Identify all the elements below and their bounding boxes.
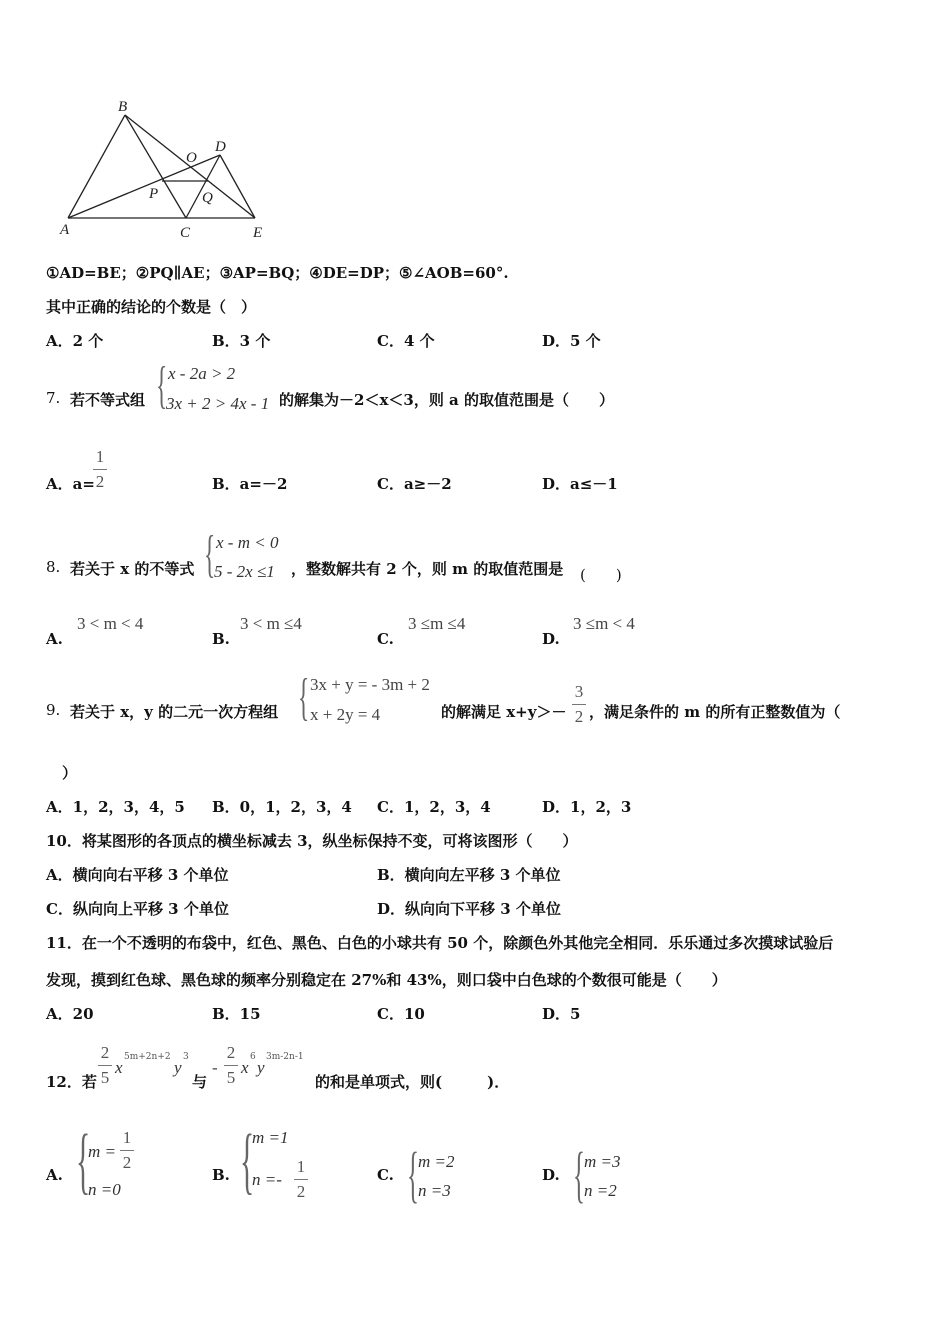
q12-neg-sign: -: [212, 1058, 218, 1077]
q7-number: 7.: [46, 389, 61, 407]
q9-fraction-num: 3: [574, 682, 584, 701]
q9-sys-line1: 3x + y = - 3m + 2: [310, 675, 430, 694]
q9-sys-line2: x + 2y = 4: [310, 705, 381, 724]
q12-option-a-label[interactable]: A.: [46, 1166, 63, 1184]
q12-coef1: [98, 1043, 112, 1088]
q12-term2-x: x: [241, 1058, 249, 1077]
q7-sys-line1: x - 2a > 2: [168, 364, 236, 383]
label-O: O: [186, 150, 197, 166]
q10-stem: 10．将某图形的各顶点的横坐标减去 3，纵坐标保持不变，可将该图形（ ）: [46, 832, 578, 850]
q8-option-c-value: 3 ≤m ≤4: [408, 614, 466, 633]
label-E: E: [253, 225, 263, 241]
q9-brace: {: [298, 669, 310, 726]
q12-term2-yexp: 3m-2n-1: [266, 1052, 304, 1062]
q12-option-a-top-frac: [120, 1128, 134, 1173]
q12-term2-xexp: 6: [250, 1052, 256, 1062]
q12-term1-xexp: 5m+2n+2: [124, 1052, 171, 1062]
label-A: A: [60, 222, 70, 238]
q10-option-d[interactable]: D．纵向向下平移 3 个单位: [377, 900, 561, 918]
q12-option-a-brace: {: [76, 1120, 91, 1202]
q8-number: 8.: [46, 558, 61, 576]
q12-option-a-top-lhs: m =: [88, 1142, 116, 1161]
q8-brace: {: [204, 526, 216, 583]
q9-option-c[interactable]: C．1，2，3，4: [377, 798, 491, 816]
q12-option-b-bottom-den: 2: [296, 1182, 306, 1201]
q12-term1-x: x: [115, 1058, 123, 1077]
q7-option-a-den: 2: [95, 472, 105, 491]
q9-stem-after-a: 的解满足 x+y＞－: [441, 703, 567, 721]
q12-option-a-bottom: n =0: [88, 1180, 121, 1199]
q12-and: 与: [192, 1073, 208, 1091]
q9-option-a[interactable]: A．1，2，3，4，5: [46, 798, 185, 816]
q8-option-a-label[interactable]: A.: [46, 630, 63, 648]
q12-option-d-label[interactable]: D.: [542, 1166, 560, 1184]
label-Q: Q: [202, 190, 213, 206]
q12-coef2: [224, 1043, 238, 1088]
q12-coef1-den: 5: [100, 1068, 110, 1087]
q7-brace: {: [156, 357, 168, 414]
q11-option-a[interactable]: A．20: [46, 1005, 94, 1023]
q10-option-b[interactable]: B．横向向左平移 3 个单位: [377, 866, 561, 884]
q7-option-a-num: 1: [95, 447, 105, 466]
q9-option-d[interactable]: D．1，2，3: [542, 798, 632, 816]
q6-option-b[interactable]: B．3 个: [212, 332, 271, 350]
q12-option-b-bottom-frac: [294, 1157, 308, 1202]
q12-option-c-bottom: n =3: [418, 1181, 451, 1200]
q12-option-b-brace: {: [240, 1120, 255, 1202]
q9-fraction-den: 2: [574, 707, 584, 726]
q7-option-c[interactable]: C．a≥－2: [377, 475, 452, 493]
q6-prompt: 其中正确的结论的个数是（ ）: [46, 298, 257, 316]
q8-sys-line1: x - m < 0: [216, 533, 279, 552]
q10-option-a[interactable]: A．横向向右平移 3 个单位: [46, 866, 229, 884]
q8-sys-line2: 5 - 2x ≤1: [214, 562, 275, 581]
q11-option-b[interactable]: B．15: [212, 1005, 261, 1023]
q9-option-b[interactable]: B．0，1，2，3，4: [212, 798, 352, 816]
q12-option-c-brace: {: [407, 1141, 419, 1209]
q11-stem-line1: 11．在一个不透明的布袋中，红色、黑色、白色的小球共有 50 个，除颜色外其他完全相同．乐乐通过多次摸球试验后: [46, 934, 834, 952]
q7-option-a-fraction: [93, 447, 107, 492]
q6-option-d[interactable]: D．5 个: [542, 332, 601, 350]
q12-option-b-bottom-num: 1: [296, 1157, 306, 1176]
label-P: P: [149, 186, 159, 202]
q8-stem-after: ，整数解共有 2 个，则 m 的取值范围是: [291, 560, 564, 578]
q8-option-c-label[interactable]: C.: [377, 630, 394, 648]
q12-stem-after: 的和是单项式，则( )．: [315, 1073, 510, 1091]
q9-number: 9.: [46, 701, 61, 719]
q12-term1-yexp: 3: [183, 1052, 189, 1062]
label-C: C: [180, 225, 191, 241]
q6-conclusions: ①AD=BE；②PQ∥AE；③AP=BQ；④DE=DP；⑤∠AOB=60°.: [46, 264, 509, 282]
q12-option-d-bottom: n =2: [584, 1181, 617, 1200]
q8-option-d-value: 3 ≤m < 4: [573, 614, 635, 633]
q12-coef2-den: 5: [226, 1068, 236, 1087]
q7-stem-after: 的解集为－2＜x＜3，则 a 的取值范围是（ ）: [279, 391, 614, 409]
q12-option-b-label[interactable]: B.: [212, 1166, 230, 1184]
q12-term2-y: y: [257, 1058, 265, 1077]
q8-option-a-value: 3 < m < 4: [77, 614, 144, 633]
q6-option-c[interactable]: C．4 个: [377, 332, 435, 350]
q9-stem-before: 若关于 x，y 的二元一次方程组: [70, 703, 279, 721]
q8-option-b-label[interactable]: B.: [212, 630, 230, 648]
q8-option-d-label[interactable]: D.: [542, 630, 560, 648]
q9-fraction: [572, 682, 586, 727]
q12-option-a-top-num: 1: [122, 1128, 132, 1147]
q12-coef1-num: 2: [100, 1043, 110, 1062]
q7-stem-before: 若不等式组: [70, 391, 146, 409]
q9-stem-after-b: ，满足条件的 m 的所有正整数值为（: [589, 703, 841, 721]
q12-option-c-label[interactable]: C.: [377, 1166, 394, 1184]
q12-coef2-num: 2: [226, 1043, 236, 1062]
q7-option-b[interactable]: B．a=－2: [212, 475, 288, 493]
q11-stem-line2: 发现，摸到红色球、黑色球的频率分别稳定在 27%和 43%，则口袋中白色球的个数很可能是（ ）: [46, 971, 727, 989]
label-B: B: [118, 99, 128, 115]
q11-option-c[interactable]: C．10: [377, 1005, 425, 1023]
q12-option-a-top-den: 2: [122, 1153, 132, 1172]
q8-stem-before: 若关于 x 的不等式: [70, 560, 195, 578]
q9-close-paren: ）: [62, 764, 78, 782]
geometry-figure: [50, 95, 263, 245]
q12-option-d-brace: {: [573, 1141, 585, 1209]
q6-option-a[interactable]: A．2 个: [46, 332, 104, 350]
q7-option-a[interactable]: A．a=: [46, 475, 95, 493]
q12-number: 12．若: [46, 1073, 97, 1091]
q12-option-b-top: m =1: [252, 1128, 289, 1147]
q12-option-d-top: m =3: [584, 1152, 621, 1171]
q10-option-c[interactable]: C．纵向向上平移 3 个单位: [46, 900, 229, 918]
q12-option-c-top: m =2: [418, 1152, 455, 1171]
label-D: D: [215, 139, 226, 155]
q7-option-d[interactable]: D．a≤－1: [542, 475, 618, 493]
q12-term1-y: y: [174, 1058, 182, 1077]
q7-sys-line2: 3x + 2 > 4x - 1: [166, 394, 270, 413]
q8-paren: ( ): [580, 566, 622, 584]
q8-option-b-value: 3 < m ≤4: [240, 614, 302, 633]
q12-option-b-bottom-lhs: n =-: [252, 1170, 282, 1189]
q11-option-d[interactable]: D．5: [542, 1005, 581, 1023]
